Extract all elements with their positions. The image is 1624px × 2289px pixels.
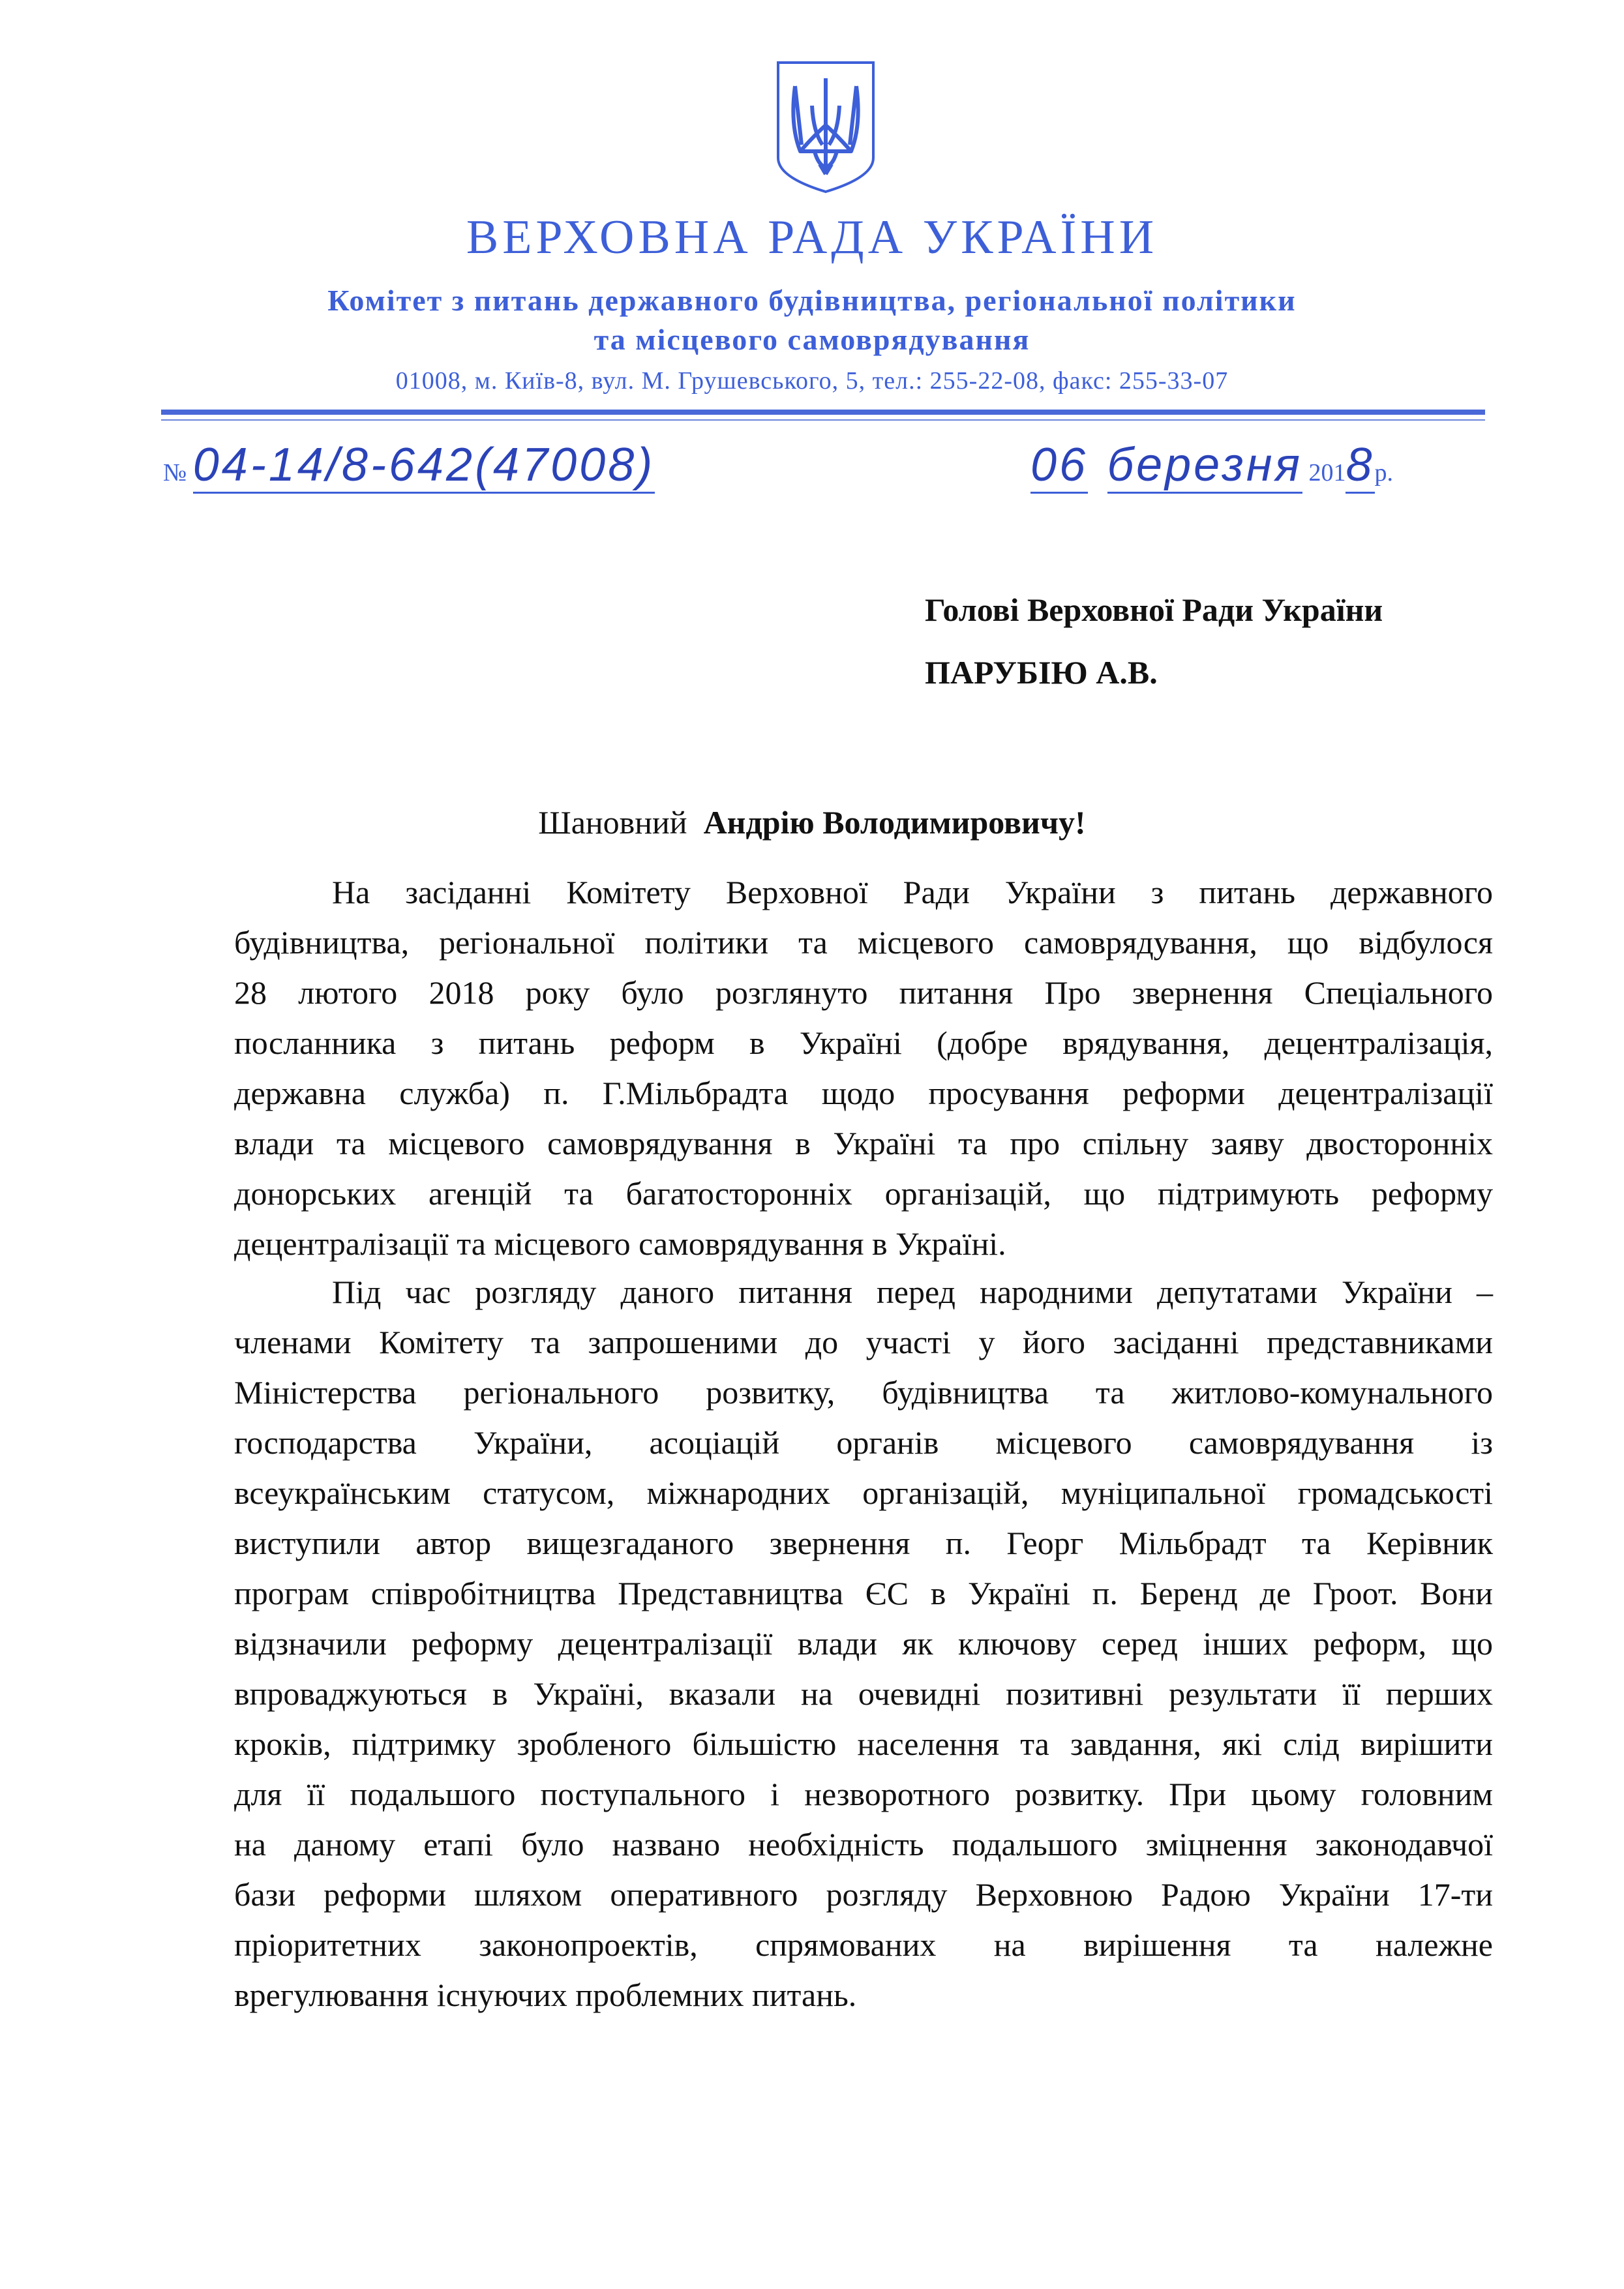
body-line: Під час розгляду даного питання перед народними депутатами України – <box>332 1274 1493 1310</box>
letterhead-divider-thin <box>161 419 1485 421</box>
number-prefix: № <box>163 459 187 486</box>
reference-number: 04-14/8-642(47008) <box>193 438 655 494</box>
year-prefix: 201 <box>1308 459 1346 486</box>
body-line: господарства України, асоціацій органів місцевого самоврядування із <box>234 1424 1493 1461</box>
salutation-prefix: Шановний <box>538 804 687 841</box>
letterhead-divider-thick <box>161 410 1485 415</box>
committee-name-line1: Комітет з питань державного будівництва, регіональної політики <box>327 284 1297 317</box>
salutation <box>0 803 1624 841</box>
date-day: 06 <box>1030 438 1088 494</box>
coat-of-arms-emblem <box>775 60 876 194</box>
reference-number-field <box>163 438 655 494</box>
body-line: для її подальшого поступального і незворотного розвитку. При цьому головним <box>234 1776 1493 1812</box>
year-tail: р. <box>1374 459 1394 486</box>
body-line: всеукраїнським статусом, міжнародних організацій, муніципальної громадськості <box>234 1474 1493 1511</box>
body-line: виступили автор вищезгаданого звернення п. Георг Мільбрадт та Керівник <box>234 1525 1493 1561</box>
body-line: донорських агенцій та багатосторонніх організацій, що підтримують реформу <box>234 1175 1493 1212</box>
reference-date-field <box>1030 438 1393 494</box>
committee-name-line2: та місцевого самоврядування <box>594 323 1030 356</box>
year-suffix: 8 <box>1346 438 1374 494</box>
body-line: відзначили реформу децентралізації влади як ключову серед інших реформ, що <box>234 1625 1493 1662</box>
salutation-name: Андрію Володимировичу! <box>703 804 1086 841</box>
body-line: програм співробітництва Представництва ЄС в Україні п. Беренд де Гроот. Вони <box>234 1575 1493 1611</box>
body-line: На засіданні Комітету Верховної Ради України з питань державного <box>332 874 1493 910</box>
body-line: впроваджуються в Україні, вказали на очевидні позитивні результати її перших <box>234 1675 1493 1712</box>
committee-address: 01008, м. Київ-8, вул. М. Грушевського, 5, тел.: 255-22-08, факс: 255-33-07 <box>395 367 1229 395</box>
body-line: 28 лютого 2018 року було розглянуто питання Про звернення Спеціального <box>234 974 1493 1011</box>
body-line: посланника з питань реформ в Україні (добре врядування, децентралізація, <box>234 1025 1493 1061</box>
body-line: Міністерства регіонального розвитку, будівництва та житлово-комунального <box>234 1374 1493 1411</box>
body-line: влади та місцевого самоврядування в Україні та про спільну заяву двосторонніх <box>234 1125 1493 1161</box>
body-paragraph-2 <box>234 1267 1493 2020</box>
body-line: кроків, підтримку зробленого більшістю населення та завдання, які слід вирішити <box>234 1726 1493 1762</box>
body-line: на даному етапі було названо необхідність подальшого зміцнення законодавчої <box>234 1826 1493 1863</box>
body-line: децентралізації та місцевого самоврядування в Україні. <box>234 1225 1006 1262</box>
body-line: будівництва, регіональної політики та місцевого самоврядування, що відбулося <box>234 924 1493 961</box>
body-line: бази реформи шляхом оперативного розгляду Верховною Радою України 17-ти <box>234 1876 1493 1913</box>
body-line: членами Комітету та запрошеними до участі у його засіданні представниками <box>234 1324 1493 1360</box>
letterhead-title: ВЕРХОВНА РАДА УКРАЇНИ <box>466 211 1158 264</box>
date-month: березня <box>1107 438 1302 494</box>
body-line: врегулювання існуючих проблемних питань. <box>234 1977 857 2013</box>
addressee-name: ПАРУБІЮ А.В. <box>925 654 1158 691</box>
body-line: пріоритетних законопроектів, спрямованих на вирішення та належне <box>234 1926 1493 1963</box>
addressee-title: Голові Верховної Ради України <box>925 591 1383 628</box>
body-line: державна служба) п. Г.Мільбрадта щодо просування реформи децентралізації <box>234 1075 1493 1111</box>
body-paragraph-1 <box>234 867 1493 1269</box>
